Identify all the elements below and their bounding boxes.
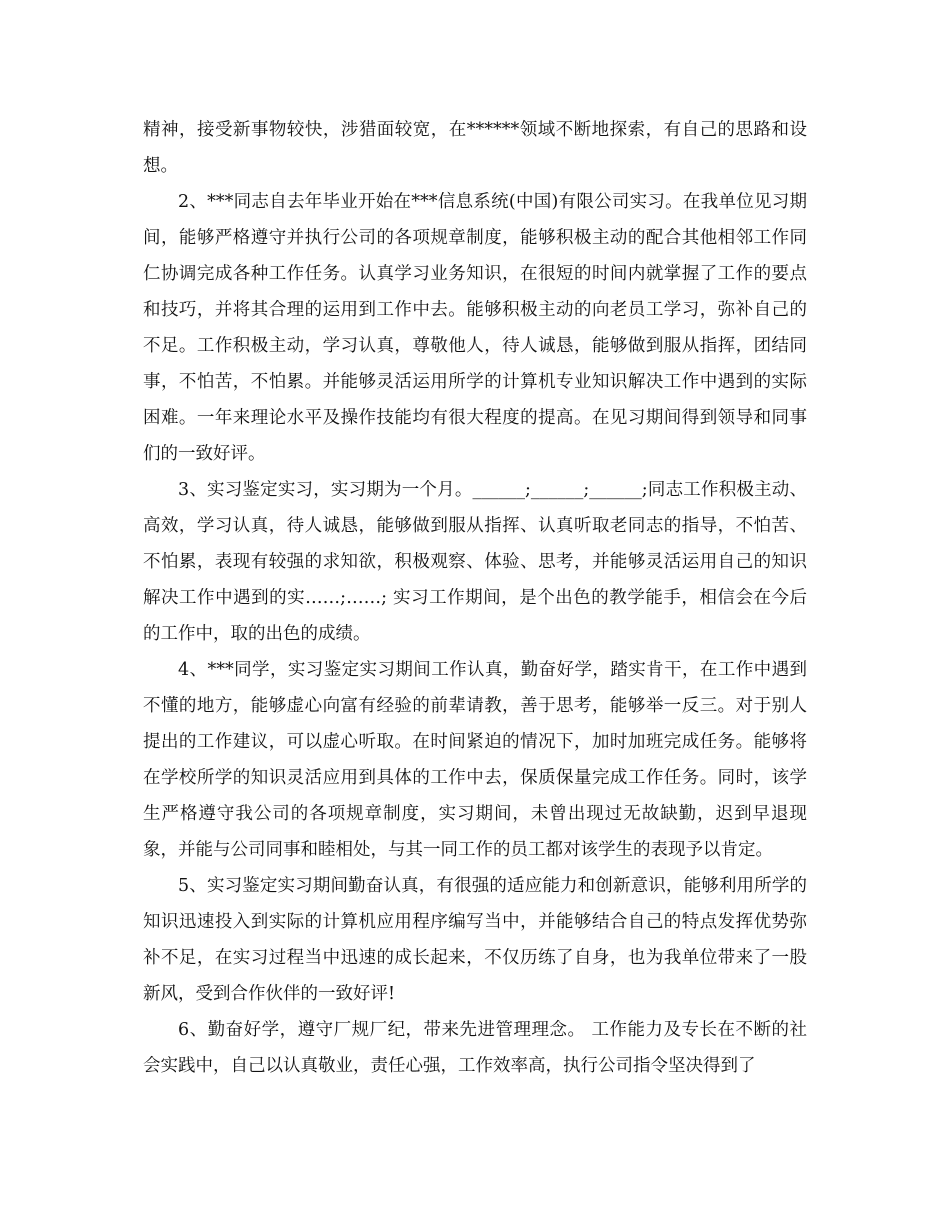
paragraph-5: 5、实习鉴定实习期间勤奋认真，有很强的适应能力和创新意识，能够利用所学的知识迅速投入到实际的计算机应用程序编写当中，并能够结合自己的特点发挥优势弥补不足，在实习过程当中迅速的成长起来，不仅历练了自身，也为我单位带来了一股新风，受到合作伙伴的一致好评!	[143, 876, 807, 1004]
paragraph-1-continuation: 精神，接受新事物较快，涉猎面较宽，在******领域不断地探索，有自己的思路和设想。	[143, 120, 807, 176]
paragraph-3: 3、实习鉴定实习，实习期为一个月。______;______;______;同志工作积极主动、高效，学习认真，待人诚恳，能够做到服从指挥、认真听取老同志的指导，不怕苦、不怕累，表现有较强的求知欲，积极观察、体验、思考，并能够灵活运用自己的知识解决工作中遇到的实……;……; 实习工作期间，是个出色的教学能手，相信会在今后的工作中，取的出色的成绩。	[143, 480, 807, 644]
paragraph-6: 6、勤奋好学，遵守厂规厂纪，带来先进管理理念。 工作能力及专长在不断的社会实践中，自己以认真敬业，责任心强，工作效率高，执行公司指令坚决得到了	[143, 1020, 807, 1076]
paragraph-4: 4、***同学，实习鉴定实习期间工作认真，勤奋好学，踏实肯干，在工作中遇到不懂的地方，能够虚心向富有经验的前辈请教，善于思考，能够举一反三。对于别人提出的工作建议，可以虚心听取。在时间紧迫的情况下，加时加班完成任务。能够将在学校所学的知识灵活应用到具体的工作中去，保质保量完成工作任务。同时，该学生严格遵守我公司的各项规章制度，实习期间，未曾出现过无故缺勤，迟到早退现象，并能与公司同事和睦相处，与其一同工作的员工都对该学生的表现予以肯定。	[143, 660, 807, 860]
document-body	[143, 112, 807, 1084]
paragraph-2: 2、***同志自去年毕业开始在***信息系统(中国)有限公司实习。在我单位见习期间，能够严格遵守并执行公司的各项规章制度，能够积极主动的配合其他相邻工作同仁协调完成各种工作任务。认真学习业务知识，在很短的时间内就掌握了工作的要点和技巧，并将其合理的运用到工作中去。能够积极主动的向老员工学习，弥补自己的不足。工作积极主动，学习认真，尊敬他人，待人诚恳，能够做到服从指挥，团结同事，不怕苦，不怕累。并能够灵活运用所学的计算机专业知识解决工作中遇到的实际困难。一年来理论水平及操作技能均有很大程度的提高。在见习期间得到领导和同事们的一致好评。	[143, 192, 807, 464]
